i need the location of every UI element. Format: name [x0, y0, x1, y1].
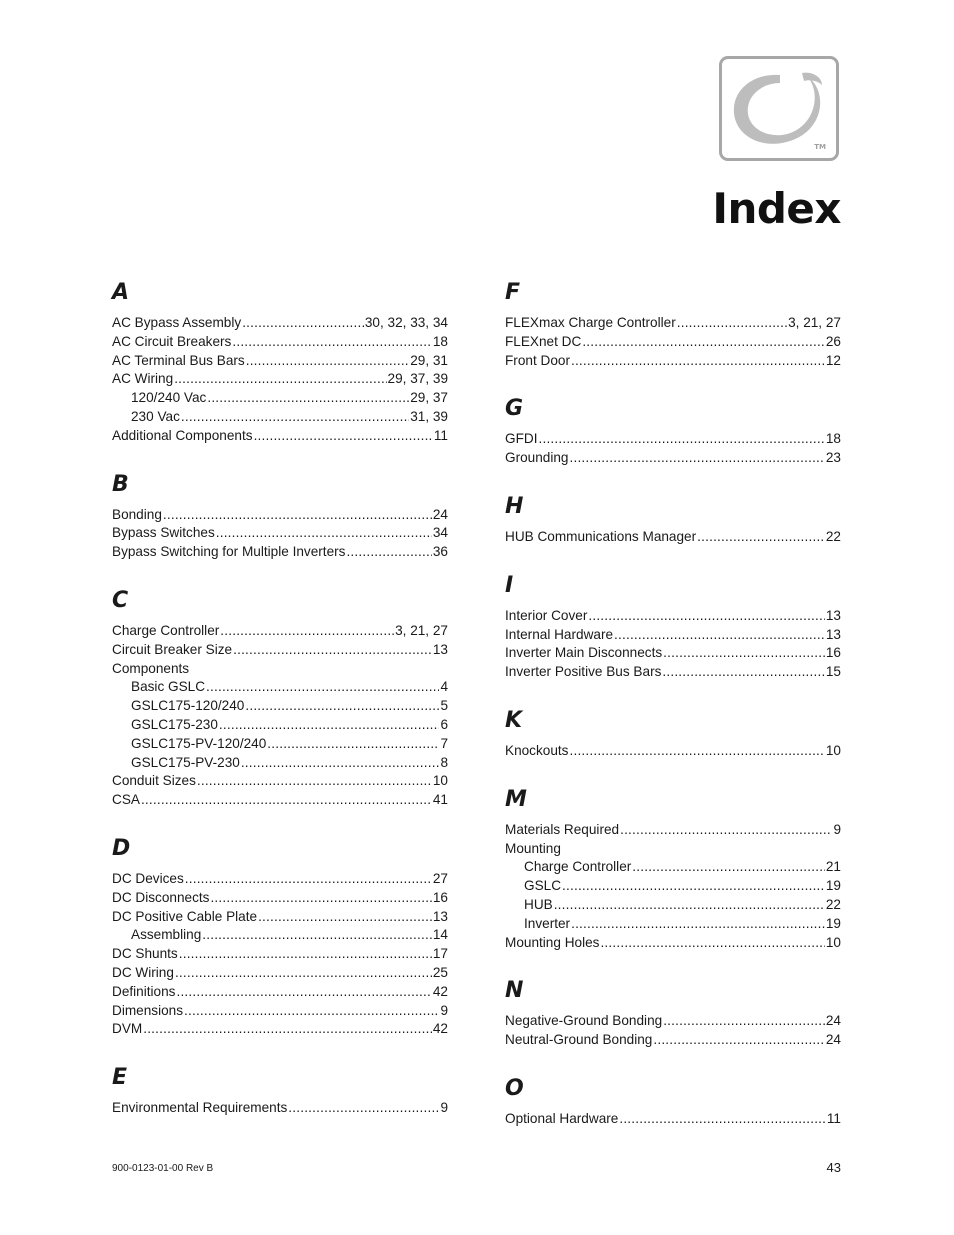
- entry-pages[interactable]: 18: [432, 333, 448, 349]
- entry-pages[interactable]: 34: [432, 525, 448, 541]
- entry-pages[interactable]: 8: [440, 754, 448, 770]
- dot-leader: [662, 663, 824, 682]
- entry-term: DC Shunts: [112, 946, 178, 962]
- index-entry[interactable]: [112, 524, 448, 543]
- index-section-d: [112, 835, 448, 1039]
- index-entry[interactable]: [505, 663, 841, 682]
- section-letter: K: [505, 707, 523, 733]
- index-entry[interactable]: [505, 934, 841, 953]
- entry-pages[interactable]: 22: [825, 896, 841, 912]
- entry-term: Internal Hardware: [505, 626, 614, 642]
- dot-leader: [197, 772, 432, 791]
- entry-pages[interactable]: 23: [825, 450, 841, 466]
- index-subentry[interactable]: [112, 678, 448, 697]
- outback-logo: [719, 56, 839, 161]
- index-section-k: [505, 707, 841, 761]
- entry-pages[interactable]: 7: [440, 735, 448, 751]
- entry-pages[interactable]: 18: [825, 431, 841, 447]
- dot-leader: [163, 506, 432, 525]
- dot-leader: [620, 821, 832, 840]
- entry-term: Charge Controller: [112, 622, 220, 638]
- dot-leader: [216, 524, 432, 543]
- entry-term: Neutral-Ground Bonding: [505, 1032, 653, 1048]
- entry-pages[interactable]: 22: [825, 528, 841, 544]
- entry-pages[interactable]: 17: [432, 946, 448, 962]
- dot-leader: [267, 735, 439, 754]
- dot-leader: [569, 449, 824, 468]
- dot-leader: [246, 352, 409, 371]
- index-entry[interactable]: [112, 772, 448, 791]
- entry-term: GSLC: [524, 878, 562, 894]
- index-entry[interactable]: [112, 660, 448, 679]
- index-entry[interactable]: [112, 333, 448, 352]
- index-entry[interactable]: [112, 427, 448, 446]
- page-number: 43: [826, 1160, 841, 1175]
- entry-term: Definitions: [112, 983, 176, 999]
- entry-term: GFDI: [505, 431, 538, 447]
- dot-leader: [571, 352, 825, 371]
- index-subentry[interactable]: [112, 926, 448, 945]
- dot-leader: [677, 314, 787, 333]
- section-letter: C: [112, 587, 129, 613]
- entry-term: Mounting: [505, 840, 561, 856]
- index-subentry[interactable]: [112, 697, 448, 716]
- section-letter: F: [505, 280, 521, 305]
- entry-pages[interactable]: 10: [825, 742, 841, 758]
- dot-leader: [619, 1110, 826, 1129]
- entry-term: FLEXmax Charge Controller: [505, 315, 676, 330]
- index-entry[interactable]: [112, 622, 448, 641]
- index-entry[interactable]: [505, 1012, 841, 1031]
- entry-pages[interactable]: 26: [825, 333, 841, 349]
- document-number: 900-0123-01-00 Rev B: [112, 1163, 214, 1174]
- section-letter: B: [112, 471, 129, 497]
- entry-pages[interactable]: 29, 37: [410, 390, 448, 406]
- dot-leader: [174, 370, 386, 389]
- dot-leader: [143, 1020, 432, 1039]
- section-letter: A: [112, 280, 130, 305]
- entry-pages[interactable]: 42: [432, 1021, 448, 1037]
- entry-pages[interactable]: 25: [432, 964, 448, 980]
- entry-term: Bypass Switches: [112, 525, 215, 541]
- index-entry[interactable]: [112, 352, 448, 371]
- index-section-n: [505, 977, 841, 1050]
- dot-leader: [600, 934, 824, 953]
- dot-leader: [569, 742, 824, 761]
- entry-pages[interactable]: 19: [825, 915, 841, 931]
- index-subentry[interactable]: [112, 716, 448, 735]
- dot-leader: [346, 543, 431, 562]
- section-letter: G: [505, 396, 524, 422]
- entry-term: Inverter: [524, 915, 571, 931]
- entry-pages[interactable]: 16: [432, 889, 448, 905]
- entry-term: DC Devices: [112, 870, 184, 886]
- entry-term: HUB Communications Manager: [505, 528, 697, 544]
- entry-pages[interactable]: 10: [432, 773, 448, 789]
- dot-leader: [258, 908, 432, 927]
- index-entry[interactable]: [505, 449, 841, 468]
- index-entry[interactable]: [112, 1020, 448, 1039]
- dot-leader: [176, 983, 431, 1002]
- dot-leader: [582, 333, 825, 352]
- index-entry[interactable]: [112, 870, 448, 889]
- entry-term: Conduit Sizes: [112, 773, 196, 789]
- entry-pages[interactable]: 3, 21, 27: [395, 622, 448, 638]
- entry-term: Negative-Ground Bonding: [505, 1013, 663, 1029]
- entry-term: Inverter Main Disconnects: [505, 645, 663, 661]
- index-section-i: [505, 572, 841, 682]
- dot-leader: [254, 427, 433, 446]
- entry-term: Assembling: [131, 927, 202, 943]
- index-entry[interactable]: [505, 314, 841, 333]
- index-entry[interactable]: [505, 352, 841, 371]
- index-section-e: [112, 1064, 448, 1118]
- section-letter: E: [112, 1065, 128, 1091]
- index-entry[interactable]: [112, 983, 448, 1002]
- dot-leader: [233, 641, 432, 660]
- dot-leader: [653, 1031, 825, 1050]
- dot-leader: [571, 915, 825, 934]
- entry-pages[interactable]: 24: [825, 1013, 841, 1029]
- entry-term: Knockouts: [505, 742, 569, 758]
- section-letter: O: [505, 1075, 524, 1101]
- dot-leader: [241, 754, 440, 773]
- index-entry[interactable]: [505, 1031, 841, 1050]
- entry-term: AC Terminal Bus Bars: [112, 352, 245, 368]
- entry-pages[interactable]: 29, 31: [410, 352, 448, 368]
- entry-pages[interactable]: 15: [825, 664, 841, 680]
- dot-leader: [206, 678, 439, 697]
- dot-leader: [185, 870, 432, 889]
- entry-term: GSLC175-PV-120/240: [131, 735, 267, 751]
- entry-pages[interactable]: 9: [440, 1100, 448, 1116]
- entry-pages[interactable]: 21: [825, 859, 841, 875]
- section-letter: D: [112, 835, 131, 861]
- entry-term: Basic GSLC: [131, 679, 206, 695]
- entry-pages[interactable]: 19: [825, 878, 841, 894]
- index-entry[interactable]: [112, 908, 448, 927]
- entry-pages[interactable]: 12: [825, 352, 841, 368]
- index-subentry[interactable]: [505, 877, 841, 896]
- entry-term: Additional Components: [112, 427, 253, 443]
- entry-term: FLEXnet DC: [505, 333, 582, 349]
- index-entry[interactable]: [505, 607, 841, 626]
- index-section-o: [505, 1075, 841, 1129]
- entry-pages[interactable]: 10: [825, 934, 841, 950]
- entry-pages[interactable]: 41: [432, 792, 448, 808]
- index-subentry[interactable]: [112, 735, 448, 754]
- dot-leader: [697, 528, 825, 547]
- entry-pages[interactable]: 13: [432, 908, 448, 924]
- index-entry[interactable]: [112, 1002, 448, 1021]
- entry-term: Interior Cover: [505, 607, 588, 623]
- entry-term: Environmental Requirements: [112, 1100, 288, 1116]
- dot-leader: [219, 716, 440, 735]
- index-entry[interactable]: [112, 543, 448, 562]
- dot-leader: [245, 697, 439, 716]
- entry-term: Bypass Switching for Multiple Inverters: [112, 544, 346, 560]
- dot-leader: [232, 333, 432, 352]
- index-entry[interactable]: [112, 791, 448, 810]
- entry-term: Inverter Positive Bus Bars: [505, 664, 662, 680]
- entry-term: Components: [112, 660, 190, 676]
- entry-term: DC Positive Cable Plate: [112, 908, 258, 924]
- index-entry[interactable]: [112, 370, 448, 389]
- entry-pages[interactable]: 13: [432, 641, 448, 657]
- entry-pages[interactable]: 5: [440, 698, 448, 714]
- entry-pages[interactable]: 27: [432, 870, 448, 886]
- entry-term: GSLC175-120/240: [131, 698, 245, 714]
- index-section-h: [505, 493, 841, 547]
- entry-term: HUB: [524, 896, 553, 912]
- section-letter: H: [505, 493, 524, 519]
- dot-leader: [632, 858, 825, 877]
- entry-term: Front Door: [505, 352, 570, 368]
- index-section-m: [505, 786, 841, 953]
- entry-pages[interactable]: 4: [440, 679, 448, 695]
- entry-pages[interactable]: 36: [432, 544, 448, 560]
- dot-leader: [181, 408, 409, 427]
- index-subentry[interactable]: [112, 389, 448, 408]
- dot-leader: [614, 626, 825, 645]
- index-entry[interactable]: [505, 528, 841, 547]
- index-subentry[interactable]: [505, 896, 841, 915]
- entry-pages[interactable]: 16: [825, 645, 841, 661]
- dot-leader: [562, 877, 825, 896]
- entry-pages[interactable]: 9: [833, 821, 841, 837]
- entry-pages[interactable]: 9: [440, 1002, 448, 1018]
- entry-term: DVM: [112, 1021, 143, 1037]
- index-entry[interactable]: [505, 821, 841, 840]
- index-left-column: [112, 279, 448, 1143]
- entry-term: DC Disconnects: [112, 889, 210, 905]
- entry-pages[interactable]: 3, 21, 27: [788, 315, 841, 330]
- entry-term: GSLC175-230: [131, 716, 218, 732]
- index-entry[interactable]: [112, 506, 448, 525]
- entry-term: Materials Required: [505, 821, 620, 837]
- page-title: Index: [712, 184, 841, 233]
- entry-term: Optional Hardware: [505, 1110, 619, 1126]
- index-entry[interactable]: [505, 430, 841, 449]
- index-right-column: [505, 279, 841, 1154]
- section-letter: N: [505, 978, 524, 1004]
- entry-term: Grounding: [505, 450, 569, 466]
- entry-term: AC Bypass Assembly: [112, 315, 242, 330]
- entry-term: AC Circuit Breakers: [112, 333, 232, 349]
- entry-term: DC Wiring: [112, 964, 174, 980]
- dot-leader: [242, 314, 364, 333]
- index-entry[interactable]: [112, 314, 448, 333]
- entry-pages[interactable]: 24: [825, 1032, 841, 1048]
- index-entry[interactable]: [505, 333, 841, 352]
- entry-pages[interactable]: 14: [432, 927, 448, 943]
- index-entry[interactable]: [505, 626, 841, 645]
- entry-pages[interactable]: 11: [433, 427, 448, 443]
- entry-pages[interactable]: 30, 32, 33, 34: [364, 315, 448, 330]
- index-section-g: [505, 395, 841, 468]
- index-section-b: [112, 471, 448, 562]
- entry-term: GSLC175-PV-230: [131, 754, 240, 770]
- index-entry[interactable]: [505, 644, 841, 663]
- section-letter: M: [505, 786, 527, 812]
- entry-term: 120/240 Vac: [131, 390, 207, 406]
- dot-leader: [184, 1002, 439, 1021]
- entry-term: Mounting Holes: [505, 934, 600, 950]
- index-entry[interactable]: [505, 742, 841, 761]
- dot-leader: [554, 896, 825, 915]
- index-entry[interactable]: [112, 945, 448, 964]
- entry-pages[interactable]: 13: [825, 607, 841, 623]
- index-subentry[interactable]: [112, 754, 448, 773]
- entry-term: CSA: [112, 792, 140, 808]
- trademark-mark: TM: [814, 143, 826, 151]
- section-letter: I: [505, 572, 514, 598]
- index-entry[interactable]: [112, 641, 448, 660]
- index-subentry[interactable]: [505, 915, 841, 934]
- entry-term: Bonding: [112, 506, 162, 522]
- entry-pages[interactable]: 31, 39: [410, 408, 448, 424]
- entry-term: Dimensions: [112, 1002, 184, 1018]
- entry-pages[interactable]: 42: [432, 983, 448, 999]
- dot-leader: [207, 389, 409, 408]
- index-entry[interactable]: [112, 889, 448, 908]
- dot-leader: [179, 945, 432, 964]
- index-entry[interactable]: [505, 1110, 841, 1129]
- dot-leader: [202, 926, 432, 945]
- entry-pages[interactable]: 24: [432, 506, 448, 522]
- dot-leader: [175, 964, 432, 983]
- entry-pages[interactable]: 13: [825, 626, 841, 642]
- entry-term: Circuit Breaker Size: [112, 641, 233, 657]
- index-subentry[interactable]: [112, 408, 448, 427]
- entry-pages[interactable]: 11: [826, 1110, 841, 1126]
- entry-pages[interactable]: 6: [440, 716, 448, 732]
- entry-term: AC Wiring: [112, 371, 174, 387]
- index-section-c: [112, 587, 448, 810]
- dot-leader: [538, 430, 824, 449]
- index-entry[interactable]: [112, 1099, 448, 1118]
- entry-term: Charge Controller: [524, 859, 632, 875]
- index-subentry[interactable]: [505, 858, 841, 877]
- dot-leader: [288, 1099, 439, 1118]
- entry-pages[interactable]: 29, 37, 39: [387, 371, 448, 387]
- index-entry[interactable]: [112, 964, 448, 983]
- dot-leader: [588, 607, 825, 626]
- index-section-a: [112, 279, 448, 446]
- entry-term: 230 Vac: [131, 408, 180, 424]
- dot-leader: [220, 622, 394, 641]
- dot-leader: [141, 791, 432, 810]
- dot-leader: [663, 644, 825, 663]
- index-section-f: [505, 279, 841, 370]
- index-entry[interactable]: [505, 840, 841, 859]
- dot-leader: [663, 1012, 825, 1031]
- dot-leader: [210, 889, 431, 908]
